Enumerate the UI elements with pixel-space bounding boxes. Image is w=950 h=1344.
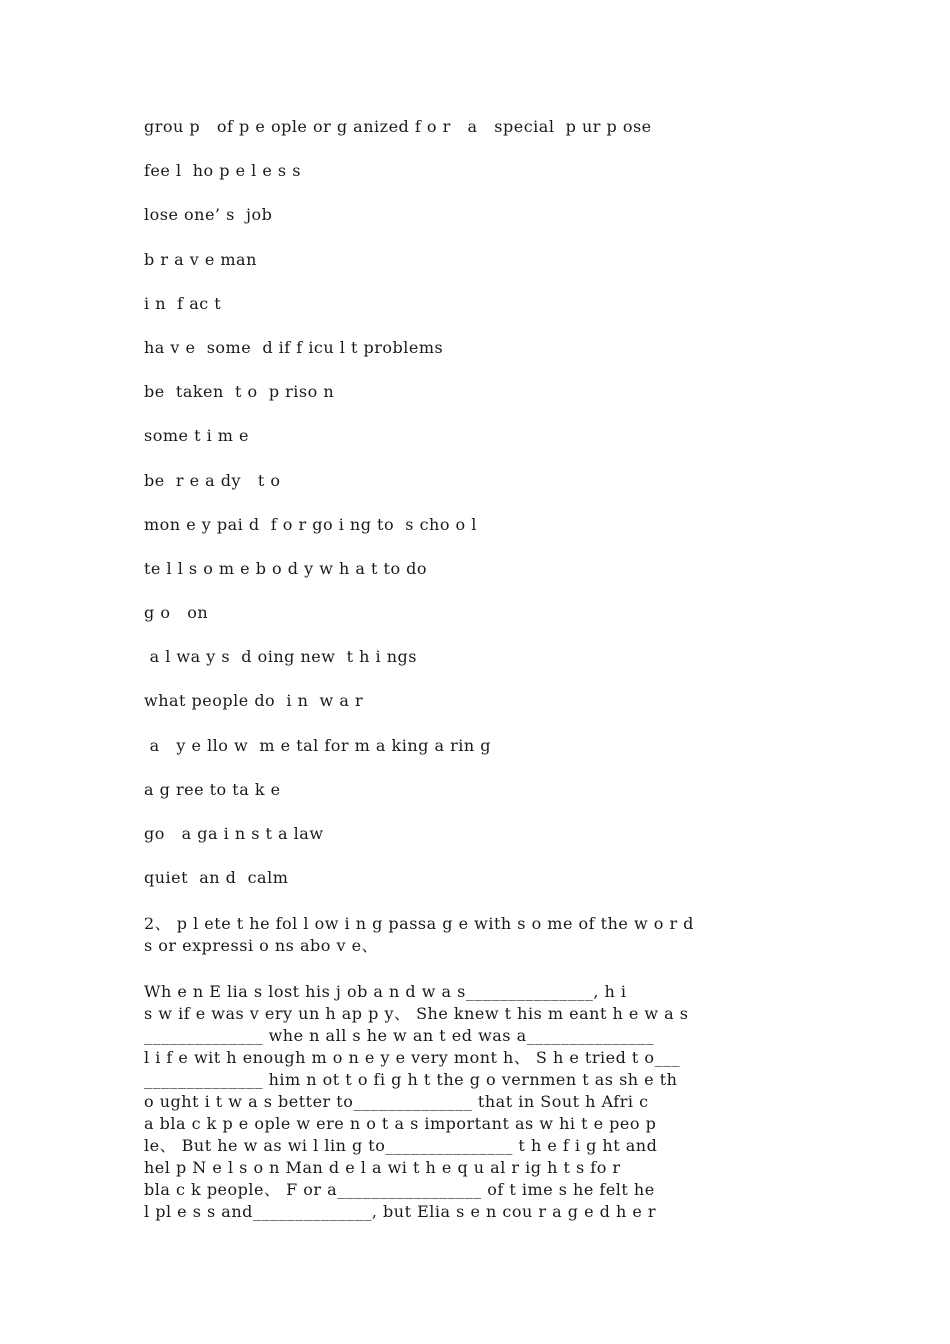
vocabulary-item: go a ga i n s t a law bbox=[144, 824, 324, 843]
vocabulary-item: a l wa y s d oing new t h i ngs bbox=[144, 647, 417, 667]
vocabulary-item: be taken t o p riso n bbox=[144, 382, 335, 402]
vocabulary-item: te l l s o m e b o d y w h a t to do bbox=[144, 558, 428, 578]
vocabulary-item: i n f ac t bbox=[144, 293, 222, 313]
vocabulary-item: ha v e some d if f icu l t problems bbox=[144, 337, 444, 357]
exercise-instruction: 2、 p l ete t he fol l ow i n g passa g e with s o me of the w o r d s or expressi o ns abo v e、 bbox=[144, 914, 694, 955]
vocabulary-item: a y e llo w m e tal for m a king a rin g bbox=[144, 735, 492, 755]
vocabulary-item: g o on bbox=[144, 603, 209, 623]
exercise-passage: Wh e n E lia s lost his j ob a n d w a s_______________, h i s w if e was v ery un h ap p y、 She knew t his m eant h e w a s ______________ whe n all s he w an t ed was a_______________ l i f e wit h enough m o n e y e very mont h、 S h e tried t o___ ______________ him n ot t o fi g h t the g o vernmen t as sh e th o ught i t w a s better to______________ that in Sout h Afri c a bla c k p e ople w ere n o t a s important as w hi t e peo p le、 But he w as wi l lin g to_______________ t h e f i g ht and hel p N e l s o n Man d e l a wi t h e q u al r ig h t s fo r bla c k people、 F or a_________________ of t ime s he felt he l pl e s s and______________, but Elia s e n cou r a g e d h e r bbox=[144, 982, 689, 1221]
vocabulary-item: b r a v e man bbox=[144, 249, 257, 269]
vocabulary-list bbox=[144, 116, 824, 911]
vocabulary-item: mon e y pai d f o r go i ng to s cho o l bbox=[144, 514, 477, 534]
vocabulary-item: grou p of p e ople or g anized f o r a special p ur p ose bbox=[144, 117, 652, 136]
vocabulary-item: some t i m e bbox=[144, 426, 250, 446]
vocabulary-item: lose one’ s job bbox=[144, 205, 273, 225]
vocabulary-item: a g ree to ta k e bbox=[144, 779, 281, 799]
vocabulary-item: fee l ho p e l e s s bbox=[144, 161, 301, 181]
vocabulary-item: what people do i n w a r bbox=[144, 691, 364, 711]
vocabulary-item: quiet an d calm bbox=[144, 868, 289, 888]
vocabulary-item: be r e a dy t o bbox=[144, 470, 281, 490]
exercise-section bbox=[144, 913, 812, 1223]
